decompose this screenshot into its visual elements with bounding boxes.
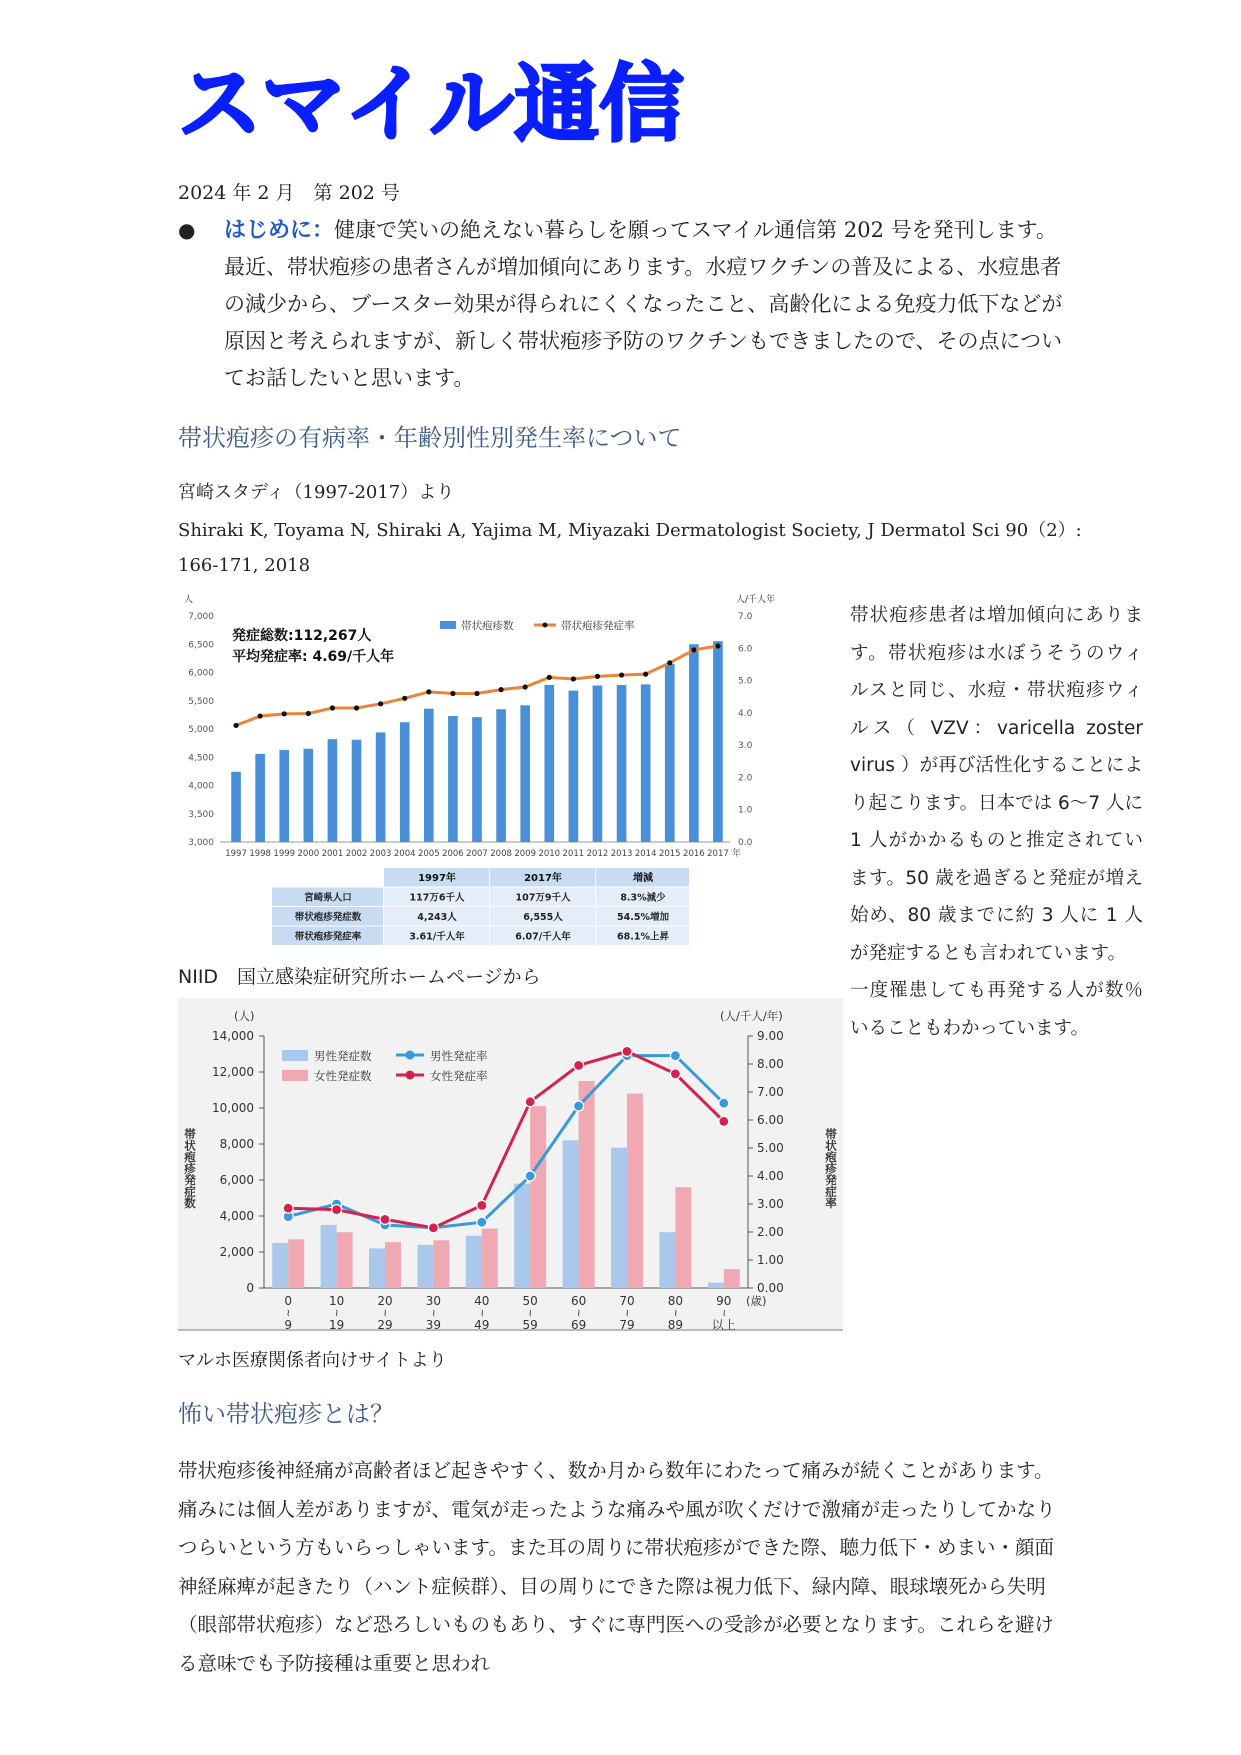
line-point (643, 672, 648, 677)
y-right-tick: 6.0 (738, 644, 753, 655)
section-heading-prevalence: 帯状疱疹の有病率・年齢別性別発生率について (178, 424, 682, 452)
y-left-tick: 12,000 (212, 1065, 254, 1079)
bar-male-cases (514, 1184, 530, 1288)
x-tick-label: 2015 (658, 849, 681, 859)
x-tick-label: 2010 (538, 849, 561, 859)
bar-male-cases (659, 1232, 675, 1288)
y-right-tick: 8.00 (757, 1057, 784, 1071)
y-right-tick: 0.0 (738, 838, 753, 848)
x-tick-to: 以上 (711, 1318, 736, 1332)
x-tick-label: 2017 (707, 849, 729, 859)
legend-dot-incidence (543, 623, 548, 628)
legend-swatch-cases (440, 621, 456, 629)
table-cell-text: 6,555人 (523, 912, 563, 923)
x-tick-label: 2001 (321, 849, 344, 859)
x-tick-to: 49 (474, 1318, 490, 1332)
x-tick-label: 2016 (683, 849, 705, 859)
section-heading-scary: 怖い帯状疱疹とは？ (178, 1400, 394, 1428)
bar-male-cases (417, 1245, 433, 1288)
y-right-tick: 7.00 (757, 1085, 784, 1099)
bar-cases (593, 685, 603, 842)
point-male-rate (719, 1098, 729, 1108)
x-tick-from: 90 (716, 1294, 732, 1308)
x-unit-label: (歳) (746, 1294, 767, 1308)
y-right-tick: 0.00 (757, 1281, 784, 1295)
y-right-tick: 4.00 (757, 1169, 784, 1183)
y-left-tick: 6,000 (188, 668, 214, 679)
x-tick-tilde: ~ (282, 1308, 294, 1318)
line-point (571, 676, 576, 681)
x-tick-label: 2005 (417, 849, 440, 859)
bar-female-cases (337, 1232, 353, 1288)
x-tick-label: 2011 (562, 849, 585, 859)
y-left-tick: 10,000 (212, 1101, 254, 1115)
age-sex-incidence-chart (178, 998, 843, 1331)
bar-male-cases (611, 1148, 627, 1288)
line-point (498, 687, 503, 692)
bar-cases (424, 709, 434, 842)
bar-cases (713, 641, 723, 842)
x-tick-to: 39 (425, 1318, 442, 1332)
table-header-text: 2017年 (524, 873, 562, 884)
point-male-rate (477, 1217, 487, 1227)
line-point (595, 674, 600, 679)
y-left-tick: 6,000 (219, 1173, 254, 1187)
x-tick-tilde: ~ (475, 1308, 487, 1318)
line-point (306, 711, 311, 716)
point-female-rate (283, 1203, 293, 1213)
x-tick-to: 79 (619, 1318, 635, 1332)
point-female-rate (428, 1223, 438, 1233)
y-right-tick: 5.00 (757, 1141, 784, 1155)
line-point (450, 691, 455, 696)
right-unit-label: 人/千人年 (736, 595, 776, 605)
table-header-cell (272, 868, 383, 887)
y-right-tick: 2.0 (738, 773, 753, 784)
bar-female-cases (482, 1229, 498, 1288)
line-point (667, 660, 672, 665)
x-tick-label: 2014 (634, 849, 657, 859)
side-column (850, 597, 1143, 1047)
side-paragraph-1: 帯状疱疹患者は増加傾向にあります。帯状疱疹は水ぼうそうのウィルスと同じ、水痘・帯状疱疹ウィルス（ VZV：varicella zoster virus ）が再び活性化することにより起こります。日本では 6〜7 人に 1 人がかかるものと推定されています。50 歳を過ぎると発症が増え始め、80 歳までに約 3 人に 1 人が発症するとも言われています。 (850, 605, 1143, 964)
y-left-tick: 5,000 (188, 725, 214, 735)
line-point (523, 684, 528, 689)
x-tick-tilde: ~ (330, 1308, 342, 1318)
legend-label-female-cases: 女性発症数 (314, 1069, 372, 1083)
bar-cases (665, 664, 675, 842)
point-male-rate (574, 1101, 584, 1111)
y-left-tick: 4,000 (219, 1209, 254, 1223)
x-tick-to: 89 (667, 1318, 684, 1332)
x-tick-label: 2007 (466, 849, 488, 859)
point-female-rate (380, 1214, 390, 1224)
y-right-tick: 1.00 (757, 1253, 784, 1267)
x-tick-label: 2013 (610, 849, 633, 859)
bar-cases (448, 716, 458, 842)
line-point (547, 675, 552, 680)
y-left-tick: 4,500 (188, 753, 214, 764)
point-male-rate (525, 1171, 535, 1181)
y-right-tick: 2.00 (757, 1225, 784, 1239)
legend-label-incidence: 帯状疱疹発症率 (561, 620, 635, 632)
bar-cases (520, 705, 530, 842)
bar-female-cases (433, 1240, 449, 1288)
x-tick-to: 9 (284, 1318, 293, 1332)
line-point (282, 711, 287, 716)
x-tick-from: 30 (425, 1294, 442, 1308)
bar-male-cases (272, 1243, 288, 1288)
line-point (233, 723, 238, 728)
bar-cases (496, 709, 506, 842)
legend-label-male-rate: 男性発症率 (430, 1049, 488, 1063)
niid-caption: NIID 国立感染症研究所ホームページから (178, 966, 541, 988)
x-tick-from: 60 (570, 1294, 587, 1308)
line-point (619, 672, 624, 677)
bar-cases (689, 644, 699, 842)
left-axis-title: 帯状疱疹発症数 (183, 1128, 197, 1209)
y-left-tick: 2,000 (219, 1245, 254, 1259)
x-tick-label: 2009 (514, 849, 537, 859)
table-cell-text: 宮崎県人口 (304, 892, 352, 904)
table-cell-text: 3.61/千人年 (409, 931, 465, 943)
line-point (474, 691, 479, 696)
bar-female-cases (288, 1239, 304, 1288)
line-point (330, 705, 335, 710)
legend-label-female-rate: 女性発症率 (430, 1069, 488, 1083)
line-point (258, 713, 263, 718)
legend-dot-female-rate (406, 1071, 415, 1080)
bar-cases (255, 754, 265, 842)
bar-female-cases (675, 1187, 691, 1288)
table-cell-text: 6.07/千人年 (515, 931, 571, 943)
bar-cases (544, 685, 554, 842)
line-point (354, 705, 359, 710)
x-tick-from: 70 (619, 1294, 635, 1308)
line-point (426, 689, 431, 694)
bar-cases (231, 772, 241, 842)
source-line: 宮崎スタディ（1997-2017）より (178, 482, 455, 503)
legend-dot-male-rate (406, 1051, 415, 1060)
legend-label-cases: 帯状疱疹数 (461, 620, 514, 632)
x-tick-to: 59 (522, 1318, 538, 1332)
x-tick-label: 2008 (490, 849, 512, 859)
bar-male-cases (321, 1225, 337, 1288)
x-tick-label: 2006 (442, 849, 464, 859)
y-right-tick: 3.00 (757, 1197, 784, 1211)
y-right-tick: 1.0 (738, 805, 753, 816)
y-left-tick: 4,000 (188, 781, 214, 792)
citation-line-1: Shiraki K, Toyama N, Shiraki A, Yajima M, Miyazaki Dermatologist Society, J Dermatol Sci 90（2）: (178, 520, 1082, 541)
x-tick-tilde: ~ (427, 1308, 439, 1318)
table-cell-text: 107万9千人 (515, 892, 571, 904)
issue-line: 2024 年 2 月 第 202 号 (178, 182, 400, 204)
table-cell-text: 54.5%増加 (617, 912, 669, 923)
y-left-tick: 6,500 (188, 640, 214, 651)
newsletter-title: スマイル通信 (178, 55, 685, 153)
line-point (691, 647, 696, 652)
x-tick-label: 1999 (273, 849, 296, 859)
side-paragraph-2: 一度罹患しても再発する人が数％いることもわかっています。 (850, 980, 1143, 1039)
bar-male-cases (563, 1140, 579, 1288)
x-tick-tilde: ~ (669, 1308, 681, 1318)
point-female-rate (525, 1097, 535, 1107)
x-tick-label: 2004 (393, 849, 416, 859)
y-right-tick: 4.0 (738, 708, 753, 719)
x-tick-label: 2012 (586, 849, 609, 859)
table-cell-text: 8.3%減少 (620, 892, 666, 904)
x-tick-to: 19 (328, 1318, 345, 1332)
bar-cases (304, 749, 314, 842)
y-left-tick: 0 (246, 1281, 254, 1295)
bar-cases (472, 717, 482, 842)
x-tick-from: 80 (667, 1294, 684, 1308)
annotation-average: 平均発症率: 4.69/千人年 (232, 649, 395, 665)
x-tick-from: 10 (328, 1294, 345, 1308)
y-right-tick: 3.0 (738, 741, 753, 752)
x-tick-tilde: ~ (621, 1308, 632, 1318)
annotation-total: 発症総数:112,267人 (232, 628, 372, 644)
y-right-tick: 6.00 (757, 1113, 784, 1127)
line-point (378, 701, 383, 706)
left-unit-label: (人) (234, 1009, 255, 1023)
x-suffix-label: 年 (732, 849, 742, 859)
intro-text: 健康で笑いの絶えない暮らしを願ってスマイル通信第 202 号を発刊します。最近、帯状疱疹の患者さんが増加傾向にあります。水痘ワクチンの普及による、水痘患者の減少から、ブースター効果が得られにくくなったこと、高齢化による免疫力低下などが原因と考えられますが、新しく帯状疱疹予防のワクチンもできましたので、その点についてお話したいと思います。 (224, 218, 1063, 390)
y-right-tick: 7.0 (738, 612, 753, 622)
bar-cases (328, 739, 338, 842)
point-female-rate (622, 1046, 632, 1056)
x-tick-tilde: ~ (717, 1308, 729, 1318)
y-right-tick: 5.0 (738, 676, 753, 687)
x-tick-tilde: ~ (379, 1308, 390, 1318)
bar-cases (400, 722, 410, 842)
x-tick-label: 2000 (297, 849, 320, 859)
point-male-rate (670, 1051, 680, 1061)
point-female-rate (332, 1205, 342, 1215)
maruho-caption: マルホ医療関係者向けサイトより (178, 1350, 447, 1371)
bar-cases (617, 685, 627, 842)
legend-label-male-cases: 男性発症数 (314, 1049, 372, 1063)
y-left-tick: 8,000 (219, 1137, 254, 1151)
miyazaki-study-chart (178, 590, 776, 957)
line-point (715, 643, 720, 648)
bar-female-cases (530, 1106, 546, 1288)
x-tick-from: 40 (474, 1294, 490, 1308)
bar-cases (352, 740, 362, 842)
table-cell-text: 帯状疱疹発症率 (294, 931, 362, 943)
bullet-icon: ● (178, 218, 196, 242)
bar-male-cases (708, 1283, 724, 1288)
table-header-text: 増減 (633, 873, 653, 884)
x-tick-from: 50 (522, 1294, 538, 1308)
section2-paragraph: 帯状疱疹後神経痛が高齢者ほど起きやすく、数か月から数年にわたって痛みが続くことがあります。痛みには個人差がありますが、電気が走ったような痛みや風が吹くだけで激痛が走ったりしてかなりつらいという方もいらっしゃいます。また耳の周りに帯状疱疹ができた際、聴力低下・めまい・顔面神経麻痺が起きたり（ハント症候群）、目の周りにできた際は視力低下、緑内障、眼球壊死から失明（眼部帯状疱疹）など恐ろしいものもあり、すぐに専門医への受診が必要となります。これらを避ける意味でも予防接種は重要と思われ (178, 1459, 1056, 1675)
legend-swatch-female-cases (282, 1070, 308, 1081)
x-tick-from: 0 (284, 1294, 293, 1308)
bar-female-cases (627, 1094, 643, 1288)
point-female-rate (477, 1200, 487, 1210)
right-axis-title: 帯状疱疹発症率 (824, 1128, 838, 1209)
table-cell-text: 117万6千人 (409, 892, 465, 904)
table-cell-text: 帯状疱疹発症数 (294, 912, 362, 923)
right-unit-label: (人/千人/年) (720, 1009, 783, 1023)
line-point (402, 696, 407, 701)
x-tick-label: 1997 (225, 849, 247, 859)
table-cell-text: 68.1%上昇 (617, 931, 669, 943)
citation-line-2: 166-171, 2018 (178, 555, 311, 576)
x-tick-tilde: ~ (572, 1308, 584, 1318)
x-tick-label: 1998 (249, 849, 271, 859)
y-left-tick: 14,000 (212, 1029, 254, 1043)
intro-label: はじめに： (224, 218, 335, 243)
bar-cases (569, 691, 579, 842)
bar-cases (376, 732, 386, 842)
legend-swatch-male-cases (282, 1050, 308, 1061)
left-unit-label: 人 (184, 595, 194, 605)
y-right-tick: 9.00 (757, 1029, 784, 1043)
x-tick-label: 2003 (369, 849, 392, 859)
y-left-tick: 7,000 (188, 612, 214, 622)
point-female-rate (719, 1116, 729, 1126)
bar-female-cases (385, 1242, 401, 1288)
bar-male-cases (466, 1236, 482, 1288)
table-cell-text: 4,243人 (417, 912, 457, 923)
x-tick-from: 20 (377, 1294, 393, 1308)
x-tick-label: 2002 (345, 849, 368, 859)
x-tick-to: 29 (377, 1318, 393, 1332)
table-header-text: 1997年 (418, 873, 456, 884)
point-female-rate (670, 1069, 680, 1079)
bar-female-cases (579, 1081, 595, 1288)
y-left-tick: 3,000 (188, 838, 214, 848)
y-left-tick: 5,500 (188, 696, 214, 707)
bar-cases (279, 750, 289, 842)
x-tick-to: 69 (570, 1318, 587, 1332)
x-tick-tilde: ~ (524, 1308, 536, 1318)
point-female-rate (574, 1060, 584, 1070)
bar-female-cases (724, 1269, 740, 1288)
bar-cases (641, 684, 651, 842)
intro-paragraph (178, 212, 1068, 397)
y-left-tick: 3,500 (188, 809, 214, 820)
bar-male-cases (369, 1248, 385, 1288)
